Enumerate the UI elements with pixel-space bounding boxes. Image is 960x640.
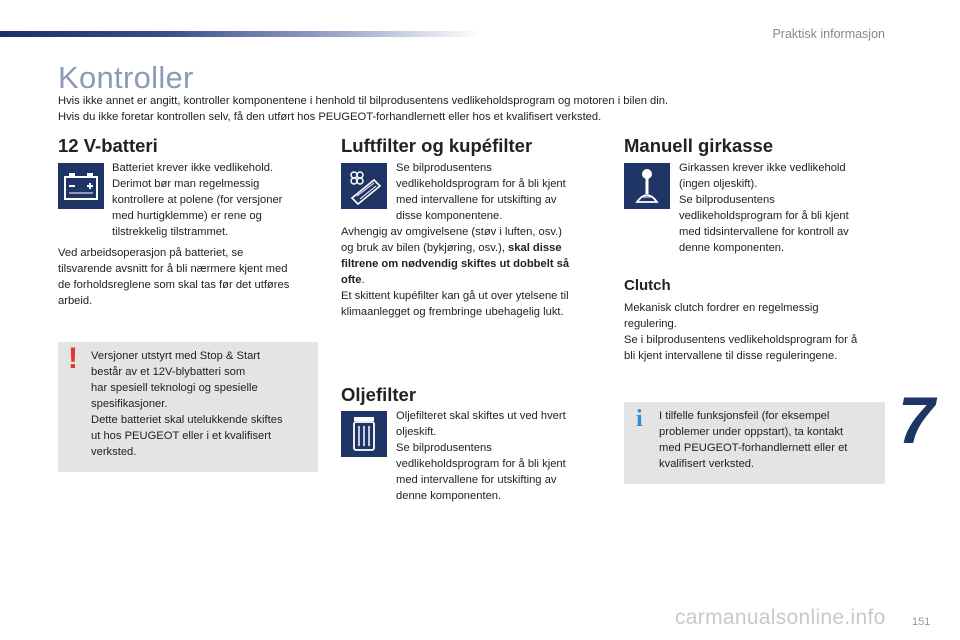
gearbox-heading: Manuell girkasse — [624, 135, 774, 156]
watermark: carmanualsonline.info — [675, 606, 886, 629]
clutch-text: Mekanisk clutch fordrer en regelmessig regulering. Se i bilprodusentens vedlikeholdsprogram for å bli kjent intervallene til disse reguleringene. — [624, 302, 858, 362]
oil-heading: Oljefilter — [341, 384, 417, 405]
clutch-heading: Clutch — [624, 277, 671, 294]
section-label: Praktisk informasjon — [772, 27, 885, 41]
oil-filter-icon — [341, 411, 387, 457]
filters-text: Se bilprodusentens vedlikeholdsprogram for å bli kjent med intervallene for utskifting av disse komponentene. — [396, 162, 566, 222]
chapter-number: 7 — [898, 383, 935, 457]
battery-icon — [58, 163, 104, 209]
gearbox-text: Girkassen krever ikke vedlikehold (ingen oljeskift). Se bilprodusentens vedlikeholdsprogram for å bli kjent med tidsintervallene for kontroll av denne komponenten. — [679, 162, 849, 254]
air-filter-icon — [341, 163, 387, 209]
battery-heading: 12 V-batteri — [58, 135, 158, 156]
warning-text: Versjoner utstyrt med Stop & Start består av et 12V-blybatteri som har spesiell teknologi og spesielle spesifikasjoner. Dette batteriet skal utelukkende skiftes ut hos PEUGEOT eller i et kvalifisert verksted. — [91, 350, 283, 458]
filters-text-2: Avhengig av omgivelsene (støv i luften, osv.) og bruk av bilen (bykjøring, osv.), skal disse filtrene om nødvendig skiftes ut dobbelt så ofte. Et skittent kupéfilter kan gå ut over ytelsene til klimaanlegget og frembringe ubehagelig lukt. — [341, 226, 570, 318]
header-bar — [0, 31, 480, 37]
warning-icon: ! — [68, 342, 78, 375]
battery-text-2: Ved arbeidsoperasjon på batteriet, se tilsvarende avsnitt for å bli nærmere kjent med de forholdsreglene som skal tas før det utføres arbeid. — [58, 247, 290, 307]
oil-text: Oljefilteret skal skiftes ut ved hvert oljeskift. Se bilprodusentens vedlikeholdsprogram for å bli kjent med intervallene for utskifting av denne komponenten. — [396, 410, 566, 502]
page-number: 151 — [912, 616, 931, 628]
battery-text: Batteriet krever ikke vedlikehold. Derimot bør man regelmessig kontrollere at polene (for versjoner med hurtigklemme) er rene og tilstrekkelig tilstrammet. — [112, 162, 283, 238]
gear-lever-icon — [624, 163, 670, 209]
info-icon: i — [636, 406, 643, 432]
intro-text: Hvis ikke annet er angitt, kontroller komponentene i henhold til bilprodusentens vedlikeholdsprogram og motoren i bilen din. Hvis du ikke foretar kontrollen selv, få den utført hos PEUGEOT-forhandlernett eller hos et kvalifisert verksted. — [58, 95, 669, 123]
page-title: Kontroller — [58, 60, 194, 95]
info-text: I tilfelle funksjonsfeil (for eksempel problemer under oppstart), ta kontakt med PEUGEOT-forhandlernett eller et kvalifisert verksted. — [659, 410, 848, 470]
filters-heading: Luftfilter og kupéfilter — [341, 135, 533, 156]
